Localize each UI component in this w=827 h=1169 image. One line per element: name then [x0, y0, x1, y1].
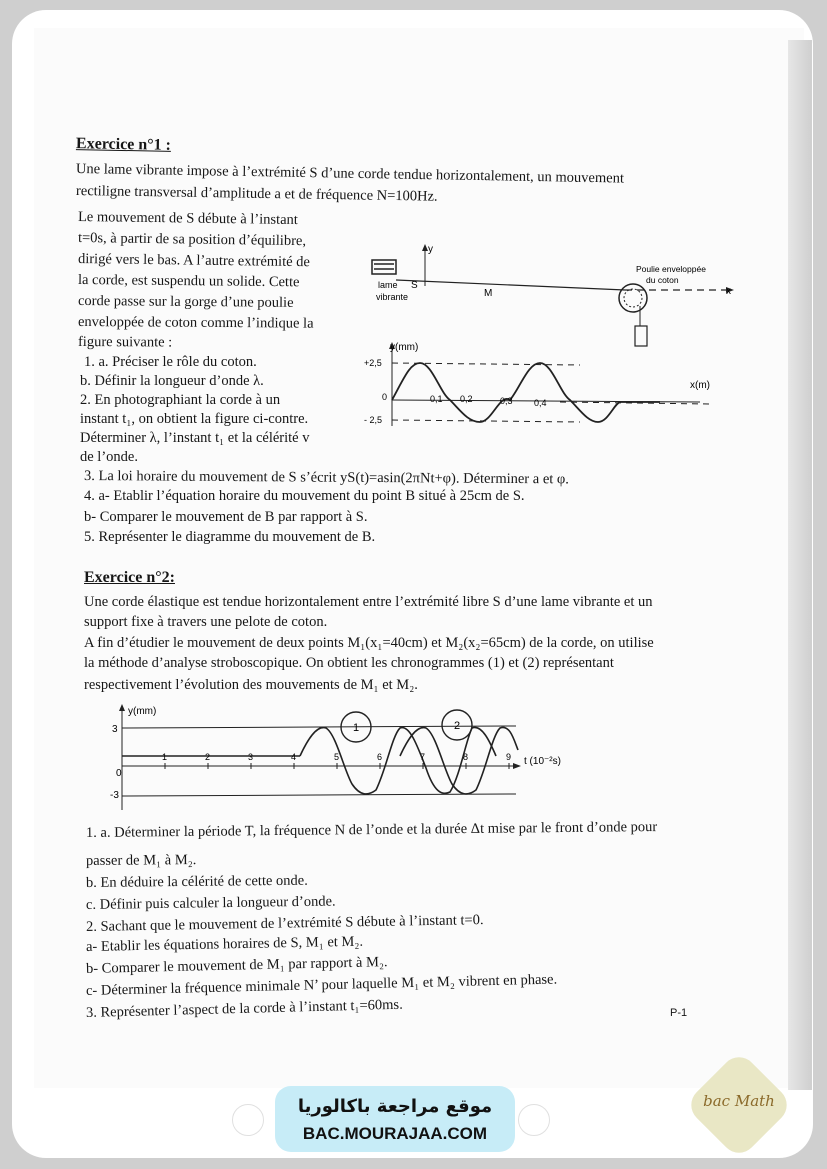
- exercise1-line-1: Le mouvement de S débute à l’instant: [77, 209, 298, 229]
- exercise1-line-12: Déterminer λ, l’instant t₁ et la célérité v: [80, 430, 310, 446]
- plot1-ymax: +2,5: [364, 358, 382, 368]
- curve2-label: 2: [454, 720, 461, 732]
- pulley-icon: [619, 284, 647, 312]
- exercise1-q4b: b- Comparer le mouvement de B par rapport à S.: [84, 509, 368, 525]
- site-name-arabic: موقع مراجعة باكالوريا: [297, 1096, 493, 1117]
- exercise2-title: Exercice n°2:: [84, 569, 175, 586]
- vibrating-blade-icon: [372, 260, 396, 274]
- plot2-tick-label-8: 8: [463, 752, 469, 762]
- exercise2-question-4: c. Définir puis calculer la longueur d’onde.: [85, 893, 336, 913]
- bac-math-badge-text: bac Math: [703, 1092, 775, 1110]
- site-banner[interactable]: [275, 1086, 515, 1152]
- plot2-tick-label-5: 5: [334, 752, 340, 762]
- plot1-xlabel: x(m): [690, 380, 710, 391]
- exercise1-line-11: instant t₁, on obtient la figure ci-contre.: [80, 411, 309, 427]
- plot2-xlabel: t (10⁻²s): [524, 756, 561, 767]
- chronogram-plot: [100, 700, 570, 815]
- label-lame: lame: [378, 280, 398, 290]
- setup-y-label: y: [428, 244, 433, 255]
- chronogram-curve-2: [400, 727, 518, 794]
- exercise2-question-3: b. En déduire la célérité de cette onde.: [85, 872, 308, 891]
- page-number: P-1: [670, 1007, 688, 1019]
- plot1-origin: 0: [382, 392, 388, 402]
- exercise2-question-8: c- Déterminer la fréquence minimale N’ pour laquelle M₁ et M₂ vibrent en phase.: [85, 971, 558, 999]
- site-logo-left-icon: [232, 1104, 264, 1136]
- plot1-tick-3: 0,3: [500, 396, 513, 406]
- string-snapshot-plot: [360, 338, 730, 438]
- exercise2-line-3: A fin d’étudier le mouvement de deux points M₁(x₁=40cm) et M₂(x₂=65cm) de la corde, on utilise: [84, 635, 654, 651]
- plot2-min-line: [122, 794, 516, 796]
- exercise1-line-7: figure suivante :: [77, 334, 173, 351]
- setup-x-label: x: [726, 286, 731, 297]
- plot2-tick-label-4: 4: [291, 752, 297, 762]
- exercise1-q4a: 4. a- Etablir l’équation horaire du mouvement du point B situé à 25cm de S.: [84, 488, 525, 504]
- exercise1-line-2: t=0s, à partir de sa position d’équilibre,: [77, 230, 307, 250]
- label-vibrante: vibrante: [376, 292, 409, 302]
- exercise2-question-2: passer de M₁ à M₂.: [85, 852, 197, 869]
- exercise1-q5: 5. Représenter le diagramme du mouvement de B.: [84, 529, 376, 545]
- exercise2-question-7: b- Comparer le mouvement de M₁ par rapport à M₂.: [85, 954, 388, 977]
- plot2-ylabel: y(mm): [128, 706, 157, 717]
- exercise1-line-5: corde passe sur la gorge d’une poulie: [77, 293, 294, 311]
- site-logo-right-icon: [518, 1104, 550, 1136]
- plot2-tick-label-2: 2: [205, 752, 211, 762]
- exercise2-line-4: la méthode d’analyse stroboscopique. On obtient les chronogrammes (1) et (2) représentant: [84, 655, 614, 671]
- exercise2-line-2: support fixe à travers une pelote de coton.: [84, 614, 328, 630]
- plot1-ylabel: y(mm): [390, 342, 419, 353]
- exercise1-line-8: 1. a. Préciser le rôle du coton.: [84, 354, 257, 370]
- plot1-tick-1: 0,1: [430, 394, 443, 404]
- site-url[interactable]: BAC.MOURAJAA.COM: [302, 1124, 488, 1143]
- exercise1-intro-line2: rectiligne transversal d’amplitude a et de fréquence N=100Hz.: [75, 183, 438, 205]
- label-poulie-1: Poulie enveloppée: [636, 264, 706, 274]
- exercise1-line-3: dirigé vers le bas. A l’autre extrémité de: [77, 251, 311, 271]
- plot1-tick-4: 0,4: [534, 398, 547, 408]
- plot2-origin: 0: [116, 768, 122, 779]
- exercise2-line-1: Une corde élastique est tendue horizontalement entre l’extrémité libre S d’une lame vibrante et un: [84, 594, 653, 610]
- plot1-tick-2: 0,2: [460, 394, 473, 404]
- exercise2-question-6: a- Etablir les équations horaires de S, M₁ et M₂.: [85, 933, 364, 955]
- exercise2-line-5: respectivement l’évolution des mouvements de M₁ et M₂.: [84, 677, 418, 693]
- curve1-label: 1: [353, 722, 360, 734]
- exercise1-q3: 3. La loi horaire du mouvement de S s’écrit yS(t)=asin(2πNt+φ). Déterminer a et φ.: [83, 468, 569, 488]
- label-poulie-2: du coton: [646, 275, 679, 285]
- exercise2-question-1: 1. a. Déterminer la période T, la fréquence N de l’onde et la durée Δt mise par le front d’onde pour: [85, 819, 658, 841]
- plot2-tick-label-9: 9: [506, 752, 512, 762]
- label-M: M: [484, 288, 493, 299]
- plot2-tick-label-3: 3: [248, 752, 254, 762]
- exercise2-question-9: 3. Représenter l’aspect de la corde à l’instant t₁=60ms.: [85, 996, 403, 1021]
- exercise1-line-6: enveloppée de coton comme l’indique la: [77, 314, 314, 332]
- plot2-tick-label-7: 7: [420, 752, 426, 762]
- plot2-tick-label-6: 6: [377, 752, 383, 762]
- exercise1-line-13: de l’onde.: [80, 449, 138, 465]
- exercise1-title: Exercice n°1 :: [75, 135, 172, 154]
- plot1-ymin: - 2,5: [364, 415, 383, 425]
- exercise1-line-9: b. Définir la longueur d’onde λ.: [80, 373, 264, 389]
- label-S: S: [411, 280, 418, 291]
- sheet-edge: [788, 40, 812, 1090]
- plot2-tick-label-1: 1: [162, 752, 168, 762]
- exercise1-intro-line1: Une lame vibrante impose à l’extrémité S d’une corde tendue horizontalement, un mouvement: [75, 161, 625, 187]
- setup-figure: [360, 238, 740, 348]
- plot2-ymin: -3: [110, 790, 119, 801]
- exercise1-line-4: la corde, est suspendu un solide. Cette: [77, 272, 300, 291]
- plot2-ymax: 3: [112, 724, 118, 735]
- string-wave-curve: [392, 363, 660, 422]
- string-line: [396, 280, 625, 290]
- exercise1-line-10: 2. En photographiant la corde à un: [80, 392, 281, 408]
- exercise2-question-5: 2. Sachant que le mouvement de l’extrémité S débute à l’instant t=0.: [85, 912, 484, 935]
